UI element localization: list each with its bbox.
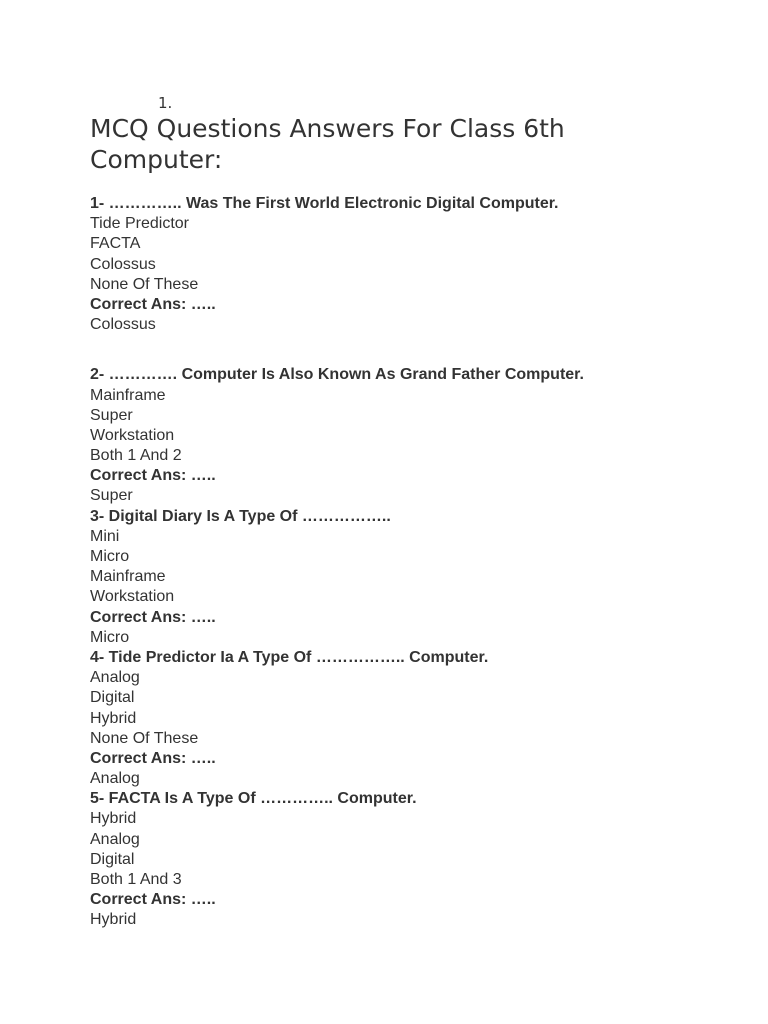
- question-text: 2- …………. Computer Is Also Known As Grand Father Computer.: [90, 366, 584, 384]
- correct-answer-label: Correct Ans: …..: [90, 467, 216, 485]
- option-1: Analog: [90, 669, 140, 687]
- option-3: Hybrid: [90, 709, 137, 727]
- spacer: [90, 335, 710, 365]
- question-text: 4- Tide Predictor Ia A Type Of …………….. Computer.: [90, 648, 489, 666]
- option-2: FACTA: [90, 235, 141, 253]
- correct-answer-label: Correct Ans: …..: [90, 608, 216, 626]
- question-block-3: [90, 507, 710, 648]
- option-4: Both 1 And 3: [90, 871, 182, 888]
- option-1: Tide Predictor: [90, 215, 189, 233]
- option-3: Workstation: [90, 426, 175, 444]
- question-block-5: [90, 789, 710, 930]
- option-3: Digital: [90, 850, 135, 868]
- option-1: Mini: [90, 527, 120, 545]
- correct-answer-label: Correct Ans: …..: [90, 295, 216, 313]
- correct-answer: Micro: [90, 628, 130, 646]
- question-block-4: [90, 648, 710, 789]
- option-3: Mainframe: [90, 568, 166, 586]
- option-4: Both 1 And 2: [90, 447, 182, 465]
- correct-answer-label: Correct Ans: …..: [90, 891, 216, 909]
- option-4: Workstation: [90, 588, 175, 606]
- correct-answer: Super: [90, 487, 133, 505]
- option-3: Colossus: [90, 255, 156, 273]
- question-list: [90, 194, 710, 931]
- option-1: Mainframe: [90, 386, 166, 404]
- option-4: None Of These: [90, 729, 199, 747]
- option-2: Digital: [90, 689, 135, 707]
- option-2: Analog: [90, 830, 140, 848]
- question-text: 3- Digital Diary Is A Type Of ……………..: [90, 507, 391, 525]
- list-number: 1.: [158, 94, 173, 112]
- question-text: 1- ………….. Was The First World Electronic Digital Computer.: [90, 195, 559, 212]
- correct-answer-label: Correct Ans: …..: [90, 749, 216, 767]
- question-text: 5- FACTA Is A Type Of ………….. Computer.: [90, 790, 417, 808]
- correct-answer: Hybrid: [90, 911, 137, 929]
- option-1: Hybrid: [90, 810, 137, 828]
- option-2: Micro: [90, 548, 130, 565]
- question-block-2: [90, 365, 710, 506]
- option-4: None Of These: [90, 275, 199, 293]
- correct-answer: Analog: [90, 770, 140, 788]
- question-block-1: [90, 194, 710, 335]
- page-title: MCQ Questions Answers For Class 6th Computer:: [90, 114, 565, 174]
- correct-answer: Colossus: [90, 316, 156, 334]
- option-2: Super: [90, 406, 133, 424]
